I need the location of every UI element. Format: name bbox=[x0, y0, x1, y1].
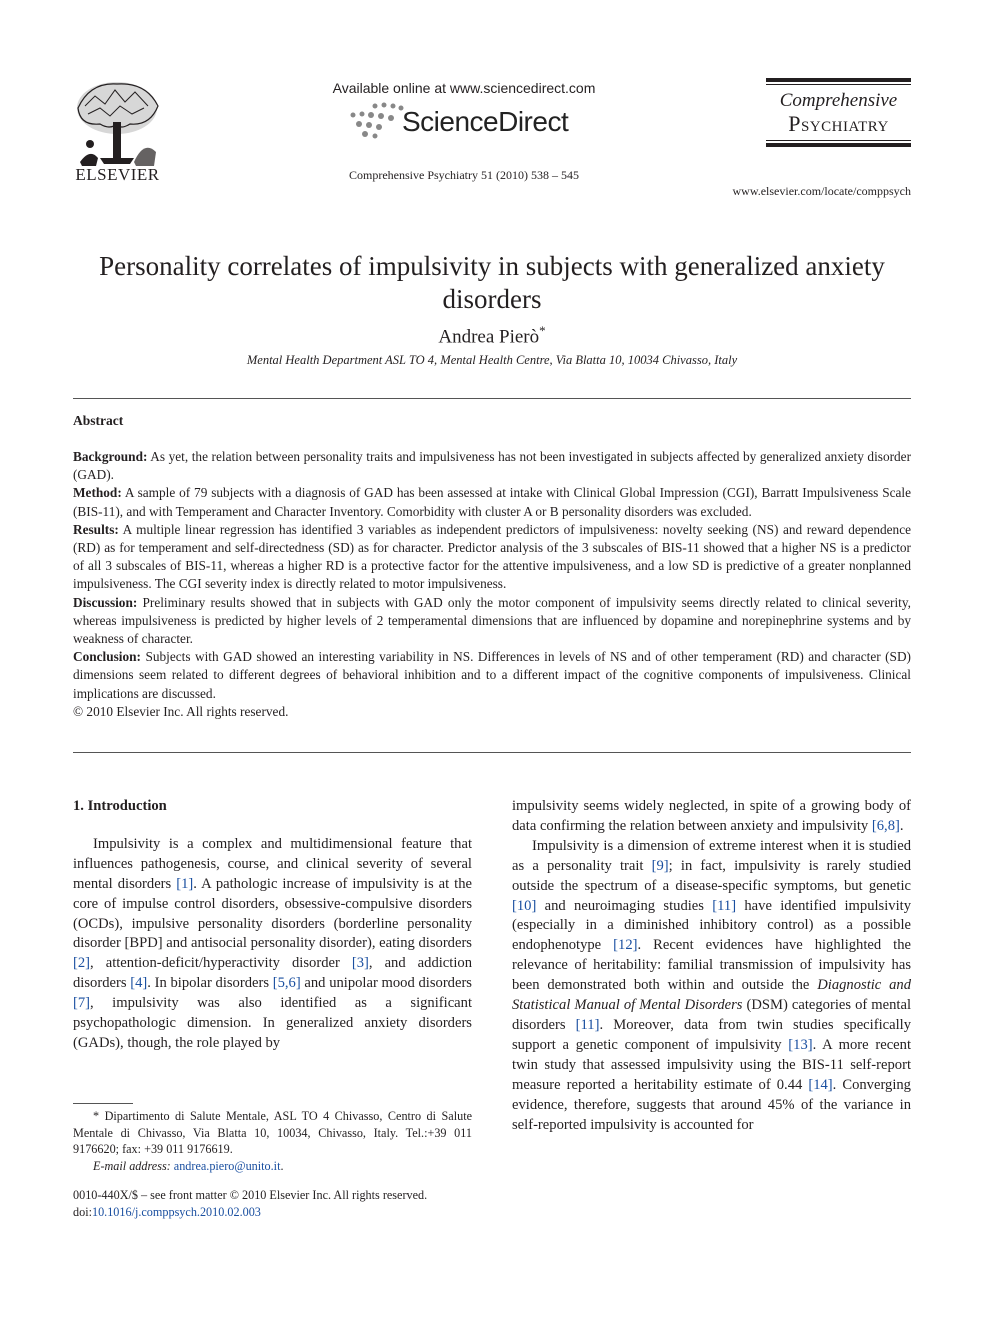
abstract-discussion bbox=[73, 594, 911, 649]
abstract-text: Preliminary results showed that in subjects with GAD only the motor component of impulsivity seems directly related to clinical severity, whereas impulsiveness is predicted by higher levels of 2 temperamental dimensions that are influenced by dopamine and norepinephrine systems and by weakness of character. bbox=[73, 594, 911, 647]
body-text: , and addiction disorders bbox=[73, 955, 472, 992]
citation-link[interactable]: [3] bbox=[351, 955, 369, 972]
citation-link[interactable]: [9] bbox=[651, 857, 669, 874]
abstract-text: A multiple linear regression has identified 3 variables as independent predictors of impulsiveness: novelty seeking (NS) and reward dependence (RD) as for temperament and self-directedness (SD) as for character. Predictor analysis of the 3 subscales of BIS-11 showed that a higher NS is a predictor of all 3 subscales of BIS-11, whereas a higher RD is a protective factor for the attentive impulsiveness, and a low SD is predictive of a greater nonplanned impulsiveness. The CGI severity index is directly related to motor impulsiveness. bbox=[73, 521, 911, 592]
citation-link[interactable]: [11] bbox=[712, 897, 737, 914]
citation-link[interactable]: [7] bbox=[73, 995, 91, 1012]
masthead-rule bbox=[766, 84, 911, 85]
article-author bbox=[73, 323, 911, 348]
citation-link[interactable]: [10] bbox=[512, 897, 537, 914]
citation-link[interactable]: [4] bbox=[130, 975, 148, 992]
body-text: (DSM) categories of mental disorders bbox=[512, 997, 911, 1033]
abstract-heading: Abstract bbox=[73, 413, 124, 428]
body-text: . A pathologic increase of impulsivity is at the core of impulse control disorders, obsessive-compulsive disorders (OCDs), impulsive personality disorders (borderline personality disorder [BPD] and antisocial personality disorder), eating disorders bbox=[73, 875, 472, 952]
front-matter bbox=[73, 1187, 493, 1221]
citation-link[interactable]: [5,6] bbox=[272, 975, 301, 992]
abstract-copyright: © 2010 Elsevier Inc. All rights reserved. bbox=[73, 703, 289, 719]
doi-link[interactable]: 10.1016/j.comppsych.2010.02.003 bbox=[91, 1205, 261, 1219]
body-paragraph bbox=[73, 835, 472, 1054]
body-text: . Moreover, data from twin studies specifically support a genetic component of impulsivity bbox=[512, 1016, 911, 1053]
citation-link[interactable]: [11] bbox=[575, 1016, 600, 1033]
masthead-rule bbox=[766, 78, 911, 82]
body-text: , attention-deficit/hyperactivity disorder bbox=[90, 955, 352, 972]
footnote-text: Dipartimento di Salute Mentale, ASL TO 4 Chivasso, Centro di Salute Mentale di Chivasso, Via Blatta 10, 10034, Chivasso, Italy. Tel.:+39 011 9176620; fax: +39 011 9176619. bbox=[73, 1109, 472, 1157]
journal-url[interactable]: www.elsevier.com/locate/comppsych bbox=[732, 184, 911, 198]
abstract-body bbox=[73, 448, 911, 721]
dsm-title: Diagnostic and Statistical Manual of Mental Disorders bbox=[512, 977, 911, 1014]
footnote-punct: . bbox=[280, 1158, 284, 1173]
citation-link[interactable]: [13] bbox=[788, 1036, 813, 1053]
body-text: have identified impulsivity (especially in a diminished inhibitory control) as a possible endophenotype bbox=[512, 897, 911, 954]
citation-link[interactable]: [6,8] bbox=[871, 817, 900, 834]
citation-link[interactable]: [14] bbox=[808, 1076, 833, 1093]
abstract-label: Conclusion: bbox=[73, 649, 141, 665]
body-paragraph bbox=[512, 837, 911, 1136]
author-footnote-mark[interactable]: * bbox=[539, 323, 546, 338]
body-text: . Converging evidence, therefore, suggests that around 45% of the variance in self-reported impulsivity is accounted for bbox=[512, 1076, 911, 1133]
abstract-text: A sample of 79 subjects with a diagnosis of GAD has been assessed at intake with Clinical Global Impression (CGI), Barratt Impulsiveness Scale (BIS-11), and with Temperament and Character Inventory. Comorbidity with cluster A or B personality disorders was excluded. bbox=[73, 485, 911, 519]
abstract-top-rule bbox=[73, 398, 911, 399]
elsevier-wordmark: ELSEVIER bbox=[75, 165, 160, 184]
body-text: . bbox=[899, 817, 904, 834]
citation-link[interactable]: [1] bbox=[176, 875, 194, 892]
body-text: Impulsivity is a complex and multidimensional feature that influences pathogenesis, course, and clinical severity of several mental disorders bbox=[73, 835, 472, 892]
abstract-results bbox=[73, 521, 911, 594]
citation-link[interactable]: [2] bbox=[73, 955, 91, 972]
footnote-mark: * bbox=[93, 1109, 100, 1123]
body-column-right bbox=[512, 797, 911, 1135]
email-label: E-mail address: bbox=[93, 1158, 171, 1173]
abstract-label: Discussion: bbox=[73, 594, 138, 610]
body-paragraph bbox=[512, 797, 911, 837]
body-text: . A more recent twin study that assessed impulsivity using the BIS-11 self-report measure reported a heritability estimate of 0.44 bbox=[512, 1036, 912, 1093]
body-text: ; in fact, impulsivity is rarely studied outside the spectrum of a disease-specific symptoms, but genetic bbox=[512, 857, 911, 894]
journal-citation: Comprehensive Psychiatry 51 (2010) 538 – 545 bbox=[349, 168, 579, 182]
journal-name-line2: Psychiatry bbox=[788, 111, 889, 136]
author-name[interactable]: Andrea Pierò bbox=[438, 326, 540, 348]
abstract-text: As yet, the relation between personality traits and impulsiveness has not been investigated in subjects affected by generalized anxiety disorder (GAD). bbox=[73, 449, 911, 483]
doi-label: doi: bbox=[73, 1205, 92, 1219]
abstract-conclusion bbox=[73, 648, 911, 703]
journal-name-line1: Comprehensive bbox=[779, 90, 898, 111]
masthead-rule bbox=[766, 140, 911, 141]
body-text: Impulsivity is a dimension of extreme interest when it is studied as a personality trait bbox=[512, 837, 911, 874]
article-title: Personality correlates of impulsivity in subjects with generalized anxiety disorders bbox=[99, 251, 885, 314]
citation-link[interactable]: [12] bbox=[613, 937, 638, 954]
body-text: and neuroimaging studies bbox=[536, 897, 713, 914]
body-text: and unipolar mood disorders bbox=[300, 975, 472, 992]
available-online-text[interactable]: Available online at www.sciencedirect.com bbox=[332, 80, 596, 96]
abstract-label: Background: bbox=[73, 449, 148, 464]
sciencedirect-wordmark: ScienceDirect bbox=[402, 106, 569, 137]
body-text: , impulsivity was also identified as a significant psychopathologic dimension. In generalized anxiety disorders (GADs), though, the role played by bbox=[73, 995, 472, 1051]
body-text: impulsivity seems widely neglected, in spite of a growing body of data confirming the relation between anxiety and impulsivity bbox=[512, 798, 911, 834]
body-text: . In bipolar disorders bbox=[147, 975, 273, 992]
abstract-method bbox=[73, 484, 911, 520]
abstract-background bbox=[73, 448, 911, 484]
body-column-left bbox=[73, 797, 472, 1054]
abstract-label: Results: bbox=[73, 521, 119, 537]
author-affiliation: Mental Health Department ASL TO 4, Mental Health Centre, Via Blatta 10, 10034 Chivasso, Italy bbox=[246, 353, 738, 367]
footnote-rule bbox=[73, 1103, 133, 1104]
issn-line: 0010-440X/$ – see front matter © 2010 Elsevier Inc. All rights reserved. bbox=[73, 1188, 428, 1202]
abstract-bottom-rule bbox=[73, 752, 911, 753]
section-heading: 1. Introduction bbox=[73, 798, 167, 814]
abstract-text: Subjects with GAD showed an interesting variability in NS. Differences in levels of NS and of other temperament (RD) and character (SD) dimensions seem related to different degrees of behavioral inhibition and to a different impact of the cognitive components of impulsiveness. Clinical implications are discussed. bbox=[73, 649, 911, 701]
abstract-label: Method: bbox=[73, 485, 122, 501]
sciencedirect-dots-icon bbox=[345, 102, 405, 142]
journal-masthead bbox=[766, 78, 911, 147]
elsevier-logo bbox=[70, 78, 165, 186]
author-footnote bbox=[73, 1108, 472, 1174]
masthead-rule bbox=[766, 143, 911, 147]
email-link[interactable]: andrea.piero@unito.it bbox=[173, 1158, 281, 1173]
body-text: . Recent evidences have highlighted the relevance of heritability: familial transmission of impulsivity has been demonstrated both within and outside the bbox=[512, 937, 911, 994]
